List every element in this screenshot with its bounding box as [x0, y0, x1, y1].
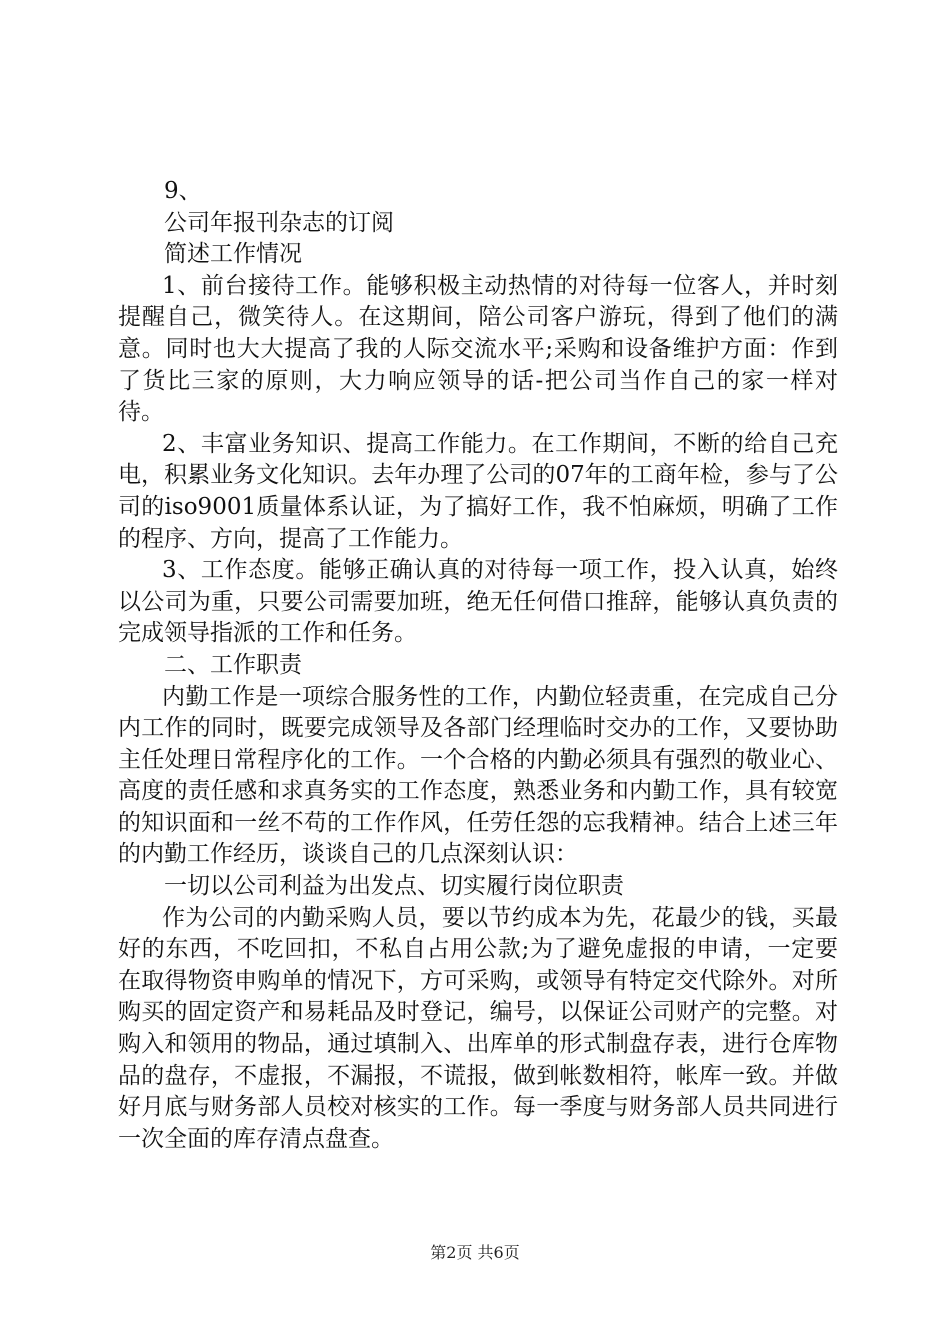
- paragraph-duties: 内勤工作是一项综合服务性的工作，内勤位轻责重，在完成自己分内工作的同时，既要完成领导及各部门经理临时交办的工作，又要协助主任处理日常程序化的工作。一个合格的内勤必须具有强烈的敬业心、高度的责任感和求真务实的工作态度，熟悉业务和内勤工作，具有较宽的知识面和一丝不苟的工作作风，任劳任怨的忘我精神。结合上述三年的内勤工作经历，谈谈自己的几点深刻认识：: [118, 683, 838, 868]
- subheading-company-interest: 一切以公司利益为出发点、切实履行岗位职责: [164, 873, 624, 900]
- section-heading-duties: 二、工作职责: [164, 651, 302, 678]
- paragraph-knowledge: 2、丰富业务知识、提高工作能力。在工作期间，不断的给自己充电，积累业务文化知识。去年办理了公司的07年的工商年检，参与了公司的iso9001质量体系认证，为了搞好工作，我不怕麻烦，明确了工作的程序、方向，提高了工作能力。: [118, 430, 838, 552]
- section-heading: 简述工作情况: [164, 241, 302, 268]
- page-indicator: 第2页 共6页: [430, 1243, 520, 1262]
- paragraph-attitude: 3、工作态度。能够正确认真的对待每一项工作，投入认真，始终以公司为重，只要公司需要加班，绝无任何借口推辞，能够认真负责的完成领导指派的工作和任务。: [118, 557, 838, 647]
- list-number: 9、: [164, 178, 202, 204]
- document-body: [118, 176, 838, 1155]
- paragraph-reception: 1、前台接待工作。能够积极主动热情的对待每一位客人，并时刻提醒自己，微笑待人。在这期间，陪公司客户游玩，得到了他们的满意。同时也大大提高了我的人际交流水平;采购和设备维护方面：作到了货比三家的原则，大力响应领导的话-把公司当作自己的家一样对待。: [118, 272, 838, 426]
- item-heading: 公司年报刊杂志的订阅: [164, 209, 394, 236]
- paragraph-purchasing: 作为公司的内勤采购人员，要以节约成本为先，花最少的钱，买最好的东西，不吃回扣，不私自占用公款;为了避免虚报的申请，一定要在取得物资申购单的情况下，方可采购，或领导有特定交代除外。对所购买的固定资产和易耗品及时登记，编号，以保证公司财产的完整。对购入和领用的物品，通过填制入、出库单的形式制盘存表，进行仓库物品的盘存，不虚报，不漏报，不谎报，做到帐数相符，帐库一致。并做好月底与财务部人员校对核实的工作。每一季度与财务部人员共同进行一次全面的库存清点盘查。: [118, 904, 838, 1152]
